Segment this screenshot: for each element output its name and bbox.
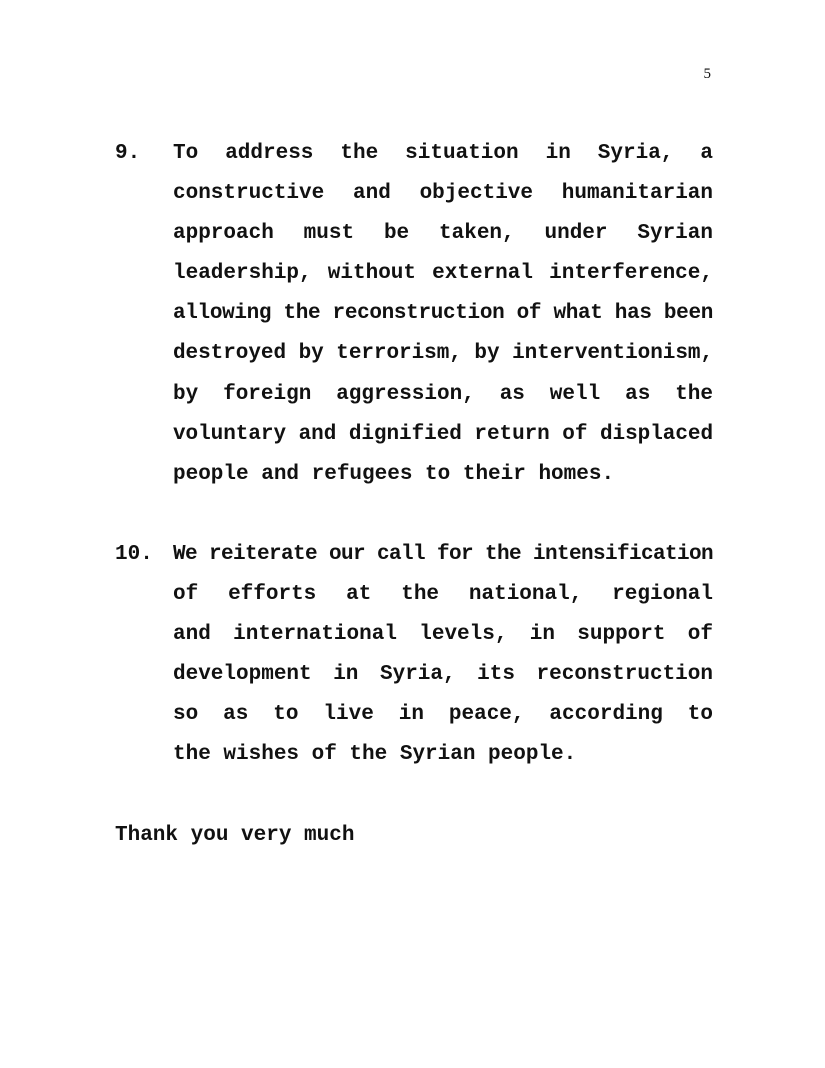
paragraph-body [173,535,713,776]
paragraph-line: approach must be taken, under Syrian [173,222,713,246]
page-number: 5 [703,66,711,82]
paragraph-line: allowing the reconstruction of what has been [173,302,713,326]
paragraph-line: people and refugees to their homes. [173,462,615,486]
paragraph-line: of efforts at the national, regional [173,583,713,607]
paragraph-10 [115,535,713,776]
paragraph-body [173,134,713,495]
paragraph-line: constructive and objective humanitarian [173,182,713,206]
paragraph-line: leadership, without external interference, [173,262,713,286]
paragraph-line: To address the situation in Syria, a [173,142,713,165]
paragraph-line: so as to live in peace, according to [173,703,713,727]
paragraph-line: development in Syria, its reconstruction [173,663,713,687]
paragraph-line: and international levels, in support of [173,623,713,647]
closing-line: Thank you very much [115,824,355,847]
paragraph-line: by foreign aggression, as well as the [173,382,713,406]
paragraph-number: 9. [115,142,141,165]
paragraph-line: the wishes of the Syrian people. [173,743,577,767]
paragraph-line: voluntary and dignified return of displaced [173,422,713,446]
paragraph-line: We reiterate our call for the intensification [173,543,713,566]
paragraph-line: destroyed by terrorism, by interventionism, [173,342,713,366]
paragraph-number: 10. [115,543,153,566]
paragraph-9 [115,134,713,495]
